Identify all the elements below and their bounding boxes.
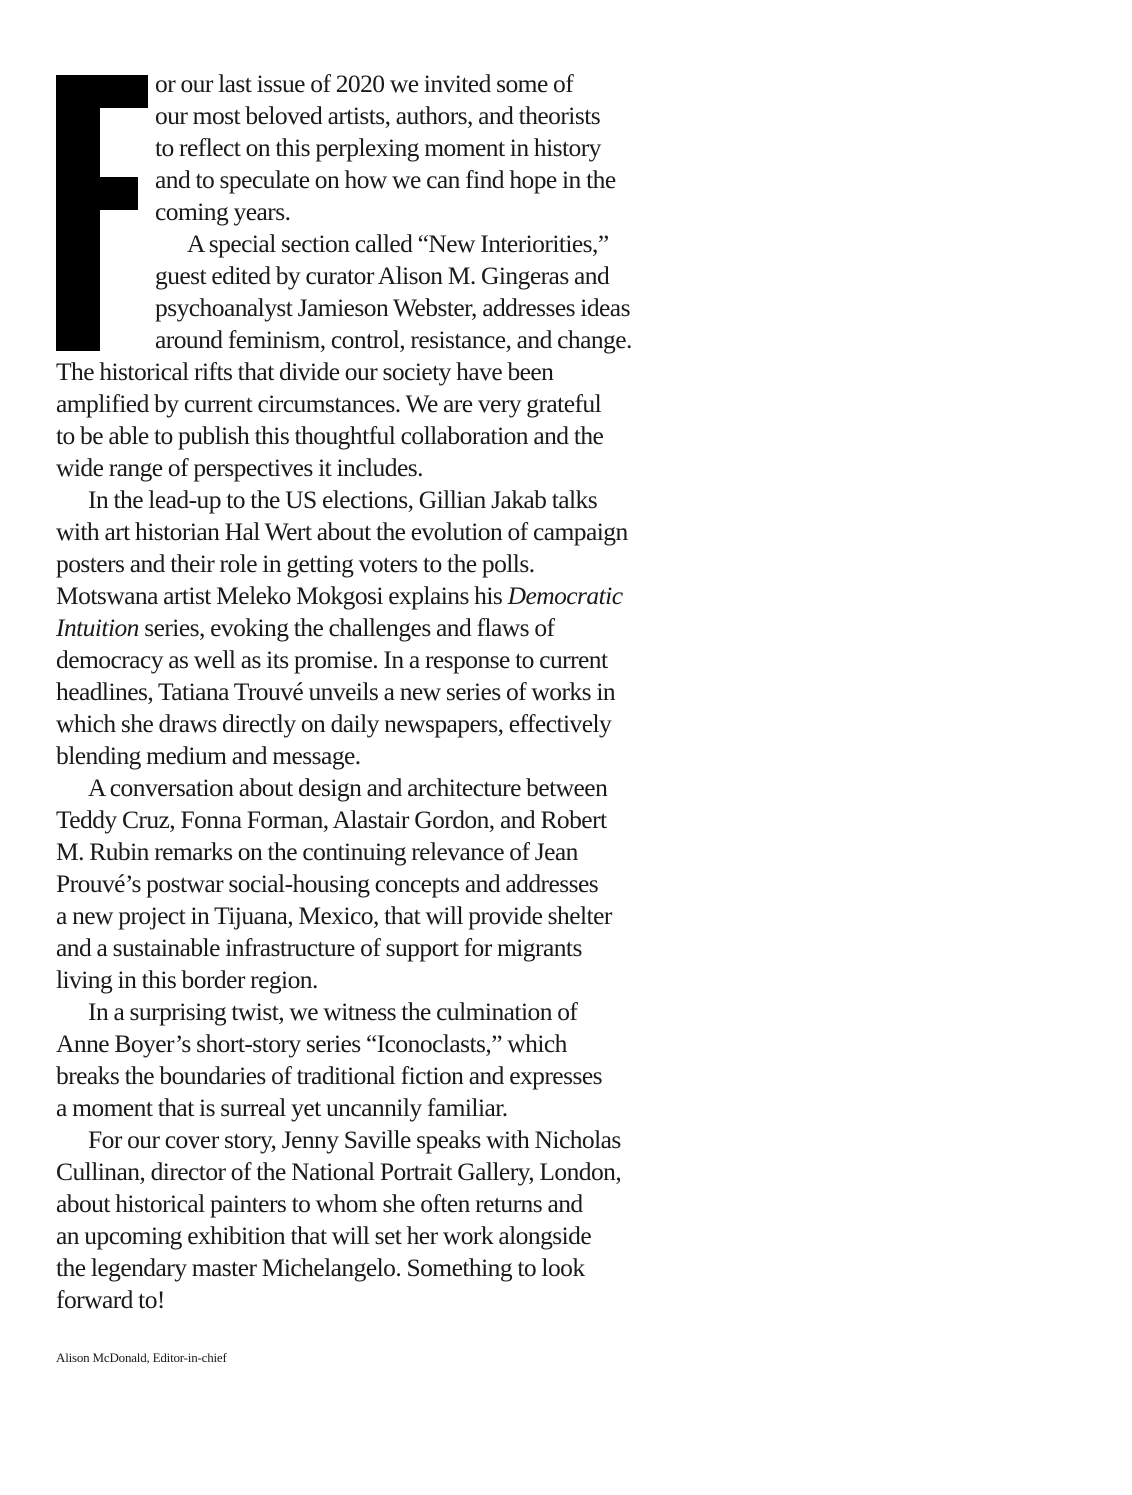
- text-line: wide range of perspectives it includes.: [56, 453, 423, 482]
- text-line: amplified by current circumstances. We are very grateful: [56, 389, 602, 418]
- text-line: living in this border region.: [56, 965, 318, 994]
- text-line: blending medium and message.: [56, 741, 361, 770]
- text-line: with art historian Hal Wert about the evolution of campaign: [56, 517, 628, 546]
- text-line: to be able to publish this thoughtful collaboration and the: [56, 421, 604, 450]
- text-line: For our cover story, Jenny Saville speaks with Nicholas: [88, 1125, 621, 1154]
- text-line: posters and their role in getting voters to the polls.: [56, 549, 535, 578]
- text-line: guest edited by curator Alison M. Gingeras and: [155, 261, 610, 290]
- text-line: The historical rifts that divide our society have been: [56, 357, 554, 386]
- text-line: [56, 612, 736, 644]
- text-line: a moment that is surreal yet uncannily familiar.: [56, 1093, 508, 1122]
- text-line: about historical painters to whom she often returns and: [56, 1189, 583, 1218]
- editor-signature: Alison McDonald, Editor-in-chief: [56, 1350, 227, 1365]
- text-line: which she draws directly on daily newspapers, effectively: [56, 709, 612, 738]
- article-body: [56, 68, 736, 1316]
- text-line: [56, 580, 736, 612]
- text-line: psychoanalyst Jamieson Webster, addresses ideas: [155, 293, 630, 322]
- text-line: A special section called “New Interiorities,”: [187, 229, 609, 258]
- text-line: an upcoming exhibition that will set her work alongside: [56, 1221, 592, 1250]
- text-line: or our last issue of 2020 we invited some of: [155, 69, 574, 98]
- text-line: Anne Boyer’s short-story series “Iconoclasts,” which: [56, 1029, 567, 1058]
- text-line: our most beloved artists, authors, and theorists: [155, 101, 601, 130]
- text-line: the legendary master Michelangelo. Something to look: [56, 1253, 585, 1282]
- text-line: to reflect on this perplexing moment in history: [155, 133, 601, 162]
- text-line: democracy as well as its promise. In a response to current: [56, 645, 608, 674]
- text-line: Cullinan, director of the National Portrait Gallery, London,: [56, 1157, 622, 1186]
- text-line: A conversation about design and architecture between: [88, 773, 608, 802]
- italic-title: Democratic: [507, 581, 623, 610]
- text-line: Teddy Cruz, Fonna Forman, Alastair Gordon, and Robert: [56, 805, 607, 834]
- text-line: around feminism, control, resistance, and change.: [155, 325, 632, 354]
- text-segment: Motswana artist Meleko Mokgosi explains his: [56, 581, 508, 610]
- text-line: a new project in Tijuana, Mexico, that will provide shelter: [56, 901, 612, 930]
- text-line: In the lead-up to the US elections, Gillian Jakab talks: [88, 485, 598, 514]
- text-line: forward to!: [56, 1285, 165, 1314]
- text-line: and to speculate on how we can find hope in the: [155, 165, 616, 194]
- text-segment: series, evoking the challenges and flaws of: [138, 613, 555, 642]
- text-line: In a surprising twist, we witness the culmination of: [88, 997, 578, 1026]
- text-line: and a sustainable infrastructure of support for migrants: [56, 933, 582, 962]
- text-line: headlines, Tatiana Trouvé unveils a new series of works in: [56, 677, 616, 706]
- text-line: coming years.: [155, 197, 291, 226]
- text-line: Prouvé’s postwar social-housing concepts and addresses: [56, 869, 599, 898]
- text-line: M. Rubin remarks on the continuing relevance of Jean: [56, 837, 578, 866]
- italic-title: Intuition: [56, 613, 139, 642]
- text-line: breaks the boundaries of traditional fiction and expresses: [56, 1061, 602, 1090]
